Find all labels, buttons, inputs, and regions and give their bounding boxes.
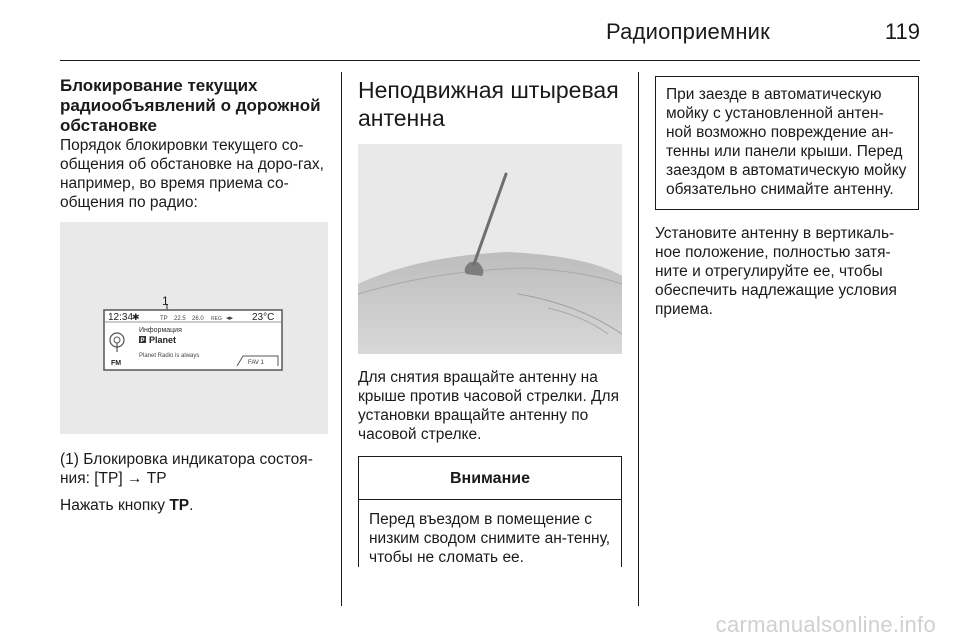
roof-antenna-illustration	[358, 144, 622, 354]
station-badge: P	[140, 338, 145, 344]
page-number: 119	[884, 19, 920, 44]
fav-label: FAV 1	[248, 360, 264, 366]
notice-box	[358, 456, 622, 567]
column-divider-2	[638, 72, 639, 606]
temperature-readout: 23°C	[252, 312, 275, 323]
reading-a: 22.5	[174, 316, 186, 322]
car-wash-note-text: При заезде в автоматическую мойку с установленной антен-ной возможно повреждение ан-тенны или панели крыши. Перед заездом в автоматическую мойку обязательно снимайте антенну.	[666, 86, 907, 198]
radio-display-illustration	[60, 222, 328, 434]
notice-title: Внимание	[359, 457, 621, 500]
header-rule	[60, 60, 920, 61]
stereo-icon: ◂▸	[226, 315, 234, 322]
instruction-suffix: .	[189, 497, 194, 514]
station-name: Planet	[149, 335, 177, 345]
instruction-prefix: Нажать кнопку	[60, 497, 170, 514]
radio-text: Planet Radio is always	[139, 353, 200, 359]
section-heading-antenna: Неподвижная штыревая антенна	[358, 77, 619, 131]
section-heading-traffic: Блокирование текущих радиообъявлений о дорожной обстановке	[60, 76, 321, 135]
notice-text: Перед въездом в помещение с низким сводом снимите ан-тенну, чтобы не сломать ее.	[369, 511, 611, 566]
tp-indicator: TP	[160, 316, 168, 322]
car-wash-note	[655, 76, 919, 210]
instruction-paragraph	[60, 496, 328, 515]
radio-display-figure	[60, 222, 328, 434]
column-1	[60, 76, 328, 515]
band-label: FM	[111, 360, 122, 367]
callout-number: 1	[162, 294, 169, 308]
intro-paragraph: Порядок блокировки текущего со-общения об обстановке на доро-гах, например, во время приема со-общения по радио:	[60, 137, 324, 211]
tp-key: TP	[169, 497, 190, 514]
watermark: carmanualsonline.info	[715, 612, 936, 637]
reg-indicator: REG	[211, 316, 222, 322]
figure-caption: (1) Блокировка индикатора состоя-ния: [TP] → TP	[60, 451, 313, 487]
reading-b: 26.0	[192, 316, 204, 322]
column-2	[358, 76, 622, 567]
adjust-paragraph: Установите антенну в вертикаль-ное положение, полностью затя-ните и отрегулируйте ее, чтобы обеспечить надлежащие условия приема.	[655, 225, 897, 318]
settings-icon: ✱	[132, 312, 140, 322]
antenna-rod	[474, 174, 506, 264]
info-label: Информация	[139, 327, 182, 334]
clock-readout: 12:34	[108, 312, 134, 323]
section-title: Радиоприемник	[605, 19, 770, 44]
antenna-paragraph: Для снятия вращайте антенну на крыше против часовой стрелки. Для установки вращайте антенну по часовой стрелке.	[358, 369, 619, 443]
column-3	[655, 76, 919, 319]
antenna-figure	[358, 144, 622, 354]
column-divider-1	[341, 72, 342, 606]
